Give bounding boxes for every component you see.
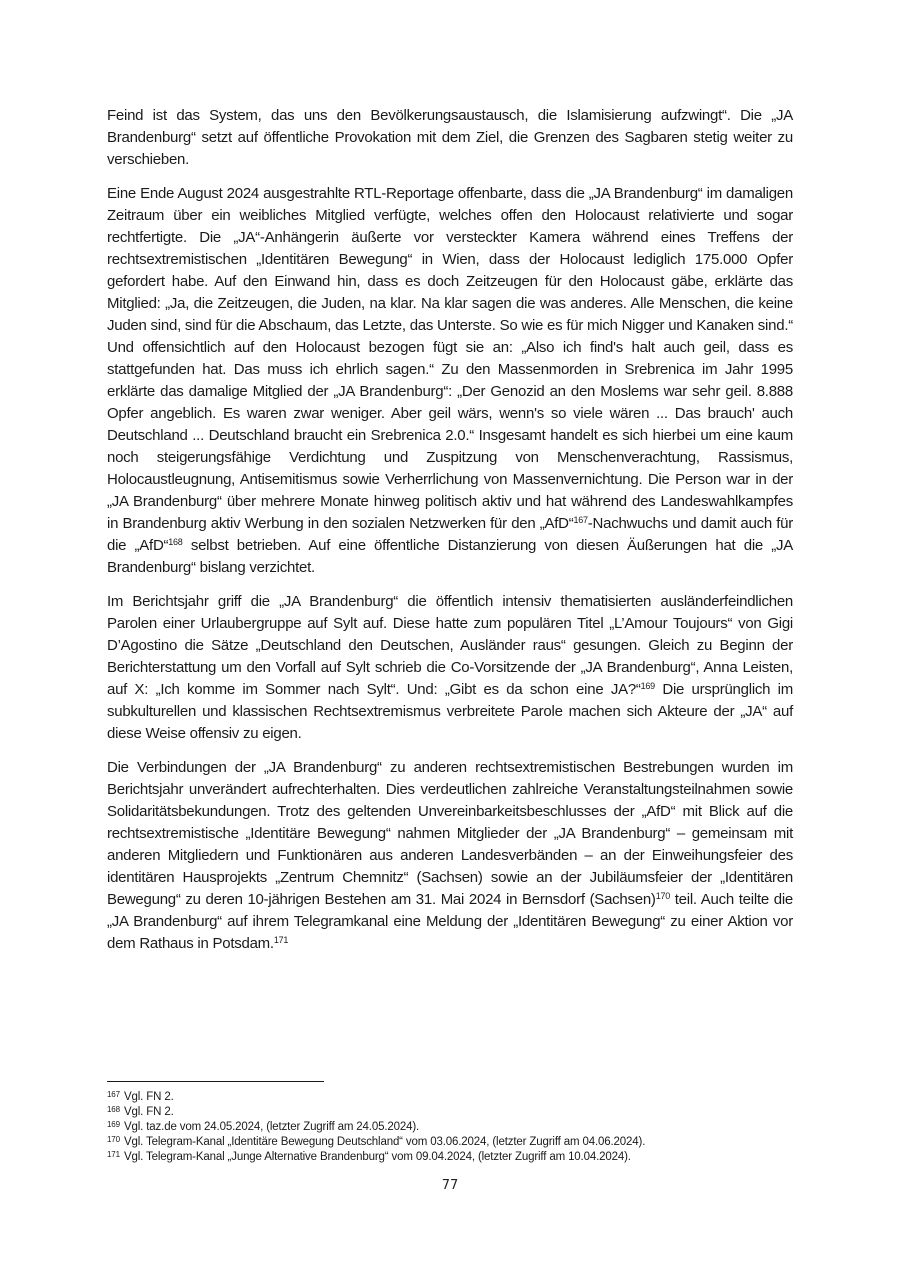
paragraph <box>107 591 793 745</box>
footnote: 170 Vgl. Telegram-Kanal „Identitäre Bewegung Deutschland“ vom 03.06.2024, (letzter Zugriff am 04.06.2024). <box>107 1135 646 1148</box>
footnote-text: Vgl. FN 2. <box>124 1106 174 1118</box>
text-run: teil. Auch teilte die „JA Brandenburg“ auf ihrem Telegramkanal eine Meldung der „Identitären Bewegung“ zu einer Aktion vor dem Rathaus in Potsdam. <box>107 891 794 952</box>
footnote-text: Vgl. taz.de vom 24.05.2024, (letzter Zugriff am 24.05.2024). <box>124 1121 420 1133</box>
footnote-reference: 168 <box>168 537 183 547</box>
footnote-reference: 169 <box>640 681 655 691</box>
footnote-text: Vgl. Telegram-Kanal „Identitäre Bewegung Deutschland“ vom 03.06.2024, (letzter Zugriff am 04.06.2024). <box>124 1136 646 1148</box>
text-run: selbst betrieben. Auf eine öffentliche Distanzierung von diesen Äußerungen hat die „JA Brandenburg“ bislang verzichtet. <box>107 537 794 576</box>
text-run: -Nachwuchs und damit auch für die „AfD“ <box>107 515 793 554</box>
page-number: 77 <box>441 1178 459 1193</box>
footnote-text: Vgl. Telegram-Kanal „Junge Alternative Brandenburg“ vom 09.04.2024, (letzter Zugriff am 10.04.2024). <box>124 1151 631 1163</box>
footnotes <box>107 1090 807 1165</box>
paragraph <box>107 105 793 171</box>
body-text <box>107 105 793 967</box>
footnote: 168 Vgl. FN 2. <box>107 1105 174 1118</box>
footnote: 171 Vgl. Telegram-Kanal „Junge Alternative Brandenburg“ vom 09.04.2024, (letzter Zugriff am 10.04.2024). <box>107 1150 631 1163</box>
paragraph <box>107 757 793 955</box>
text-run: Die ursprünglich im subkulturellen und klassischen Rechtsextremismus verbreitete Parole machen sich Akteure der „JA“ auf diese Weise offensiv zu eigen. <box>107 681 793 742</box>
footnote-text: Vgl. FN 2. <box>124 1091 174 1103</box>
footnote: 167 Vgl. FN 2. <box>107 1090 174 1103</box>
footnote-reference: 167 <box>573 515 588 525</box>
footnote: 169 Vgl. taz.de vom 24.05.2024, (letzter Zugriff am 24.05.2024). <box>107 1120 420 1133</box>
text-run: Im Berichtsjahr griff die „JA Brandenburg“ die öffentlich intensiv thematisierten ausländerfeindlichen Parolen einer Urlaubergruppe auf Sylt auf. Diese hatte zum populären Titel „L’Amour Toujours“ von Gigi D’Agostino die Sätze „Deutschland den Deutschen, Ausländer raus“ gesungen. Gleich zu Beginn der Berichterstattung um den Vorfall auf Sylt schrieb die Co-Vorsitzende der „JA Brandenburg“, Anna Leisten, auf X: „Ich komme im Sommer nach Sylt“. Und: „Gibt es da schon eine JA?“ <box>107 593 793 698</box>
text-run: Eine Ende August 2024 ausgestrahlte RTL-Reportage offenbarte, dass die „JA Brandenburg“ im damaligen Zeitraum über ein weibliches Mitglied verfügte, welches offen den Holocaust relativierte und sogar rechtfertigte. Die „JA“-Anhängerin äußerte vor versteckter Kamera während eines Treffens der rechtsextremistischen „Identitären Bewegung“ in Wien, dass der Holocaust lediglich 175.000 Opfer gefordert habe. Auf den Einwand hin, dass es doch Zeitzeugen für den Holocaust gäbe, erklärte das Mitglied: „Ja, die Zeitzeugen, die Juden, na klar. Na klar sagen die was anderes. Alle Menschen, die keine Juden sind, sind für die Abschaum, das Letzte, das Unterste. So wie es für mich Nigger und Kanaken sind.“ Und offensichtlich auf den Holocaust bezogen fügt sie an: „Also ich find's halt auch geil, dass es stattgefunden hat. Das muss ich ehrlich sagen.“ Zu den Massenmorden in Srebrenica im Jahr 1995 erklärte das damalige Mitglied der „JA Brandenburg“: „Der Genozid an den Moslems war sehr geil. 8.888 Opfer angeblich. Es waren zwar weniger. Aber geil wärs, wenn's so viele wären ... Das brauch' auch Deutschland ... Deutschland braucht ein Srebrenica 2.0.“ Insgesamt handelt es sich hierbei um eine kaum noch steigerungsfähige Verdichtung und Zuspitzung von Menschenverachtung, Rassismus, Holocaustleugnung, Antisemitismus sowie Verherrlichung von Massenvernichtung. Die Person war in der „JA Brandenburg“ über mehrere Monate hinweg politisch aktiv und hat während des Landeswahlkampfes in Brandenburg aktiv Werbung in den sozialen Netzwerken für den „AfD“ <box>107 185 793 532</box>
text-run: Die Verbindungen der „JA Brandenburg“ zu anderen rechtsextremistischen Bestrebungen wurden im Berichtsjahr unverändert aufrechterhalten. Dies verdeutlichen zahlreiche Veranstaltungsteilnahmen sowie Solidaritätsbekundungen. Trotz des geltenden Unvereinbarkeitsbeschlusses der „AfD“ mit Blick auf die rechtsextremistische „Identitäre Bewegung“ nahmen Mitglieder der „JA Brandenburg“ – gemeinsam mit anderen Mitgliedern und Funktionären aus anderen Landesverbänden – an der Einweihungsfeier des identitären Hausprojekts „Zentrum Chemnitz“ (Sachsen) sowie an der Jubiläumsfeier der „Identitären Bewegung“ zu deren 10-jährigen Bestehen am 31. Mai 2024 in Bernsdorf (Sachsen) <box>107 759 793 908</box>
footnote-separator <box>107 1081 324 1082</box>
paragraph <box>107 183 793 579</box>
footnote-reference: 170 <box>655 891 670 901</box>
text-run: Feind ist das System, das uns den Bevölkerungsaustausch, die Islamisierung aufzwingt“. Die „JA Brandenburg“ setzt auf öffentliche Provokation mit dem Ziel, die Grenzen des Sagbaren stetig weiter zu verschieben. <box>107 107 793 168</box>
footnote-reference: 171 <box>273 935 289 945</box>
